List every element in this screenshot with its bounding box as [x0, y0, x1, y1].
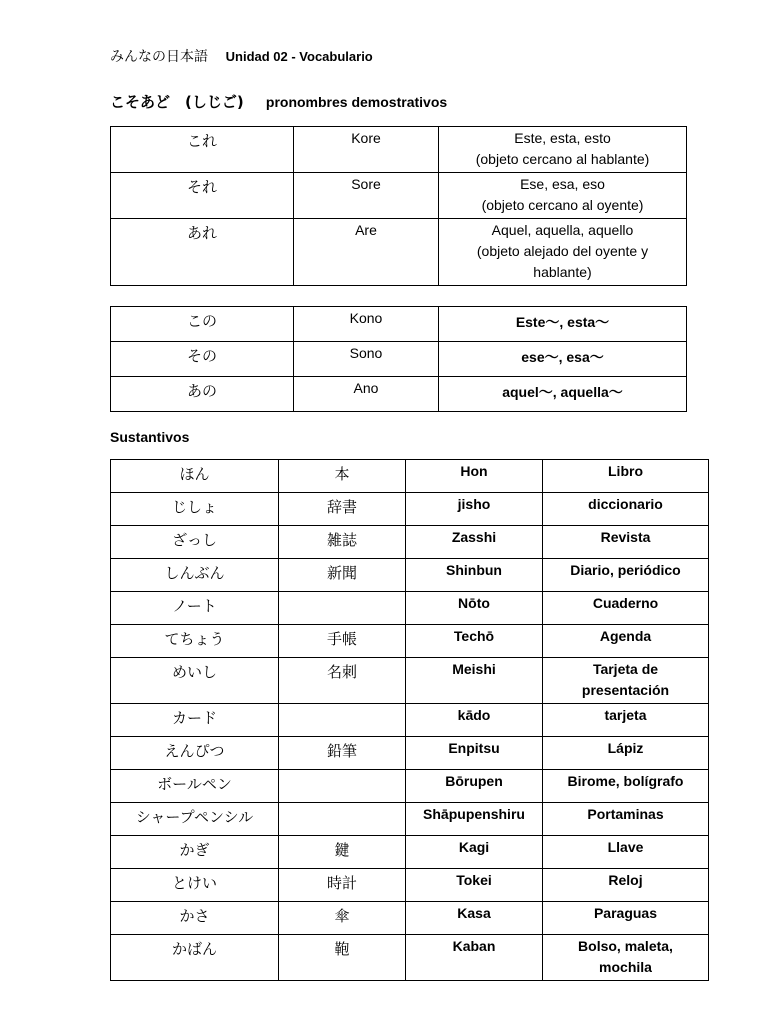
section-title-jp: こそあど (しじご)	[110, 93, 244, 111]
translation-cell	[543, 836, 709, 869]
translation-line: Portaminas	[587, 806, 664, 822]
translation-line: Lápiz	[607, 740, 644, 756]
table-row	[111, 493, 709, 526]
romaji-cell: jisho	[406, 493, 543, 526]
translation-cell: aquel〜, aquella〜	[439, 377, 687, 412]
translation-cell	[439, 173, 687, 219]
romaji-cell: Sono	[294, 342, 439, 377]
table-row	[111, 803, 709, 836]
kana-cell: ノート	[111, 592, 279, 625]
romaji-cell: Shāpupenshiru	[406, 803, 543, 836]
romaji-cell: Kaban	[406, 935, 543, 981]
kana-cell: シャープペンシル	[111, 803, 279, 836]
translation-cell	[543, 559, 709, 592]
table-row	[111, 526, 709, 559]
demonstrative-adjectives-table	[110, 306, 687, 412]
kana-cell: かばん	[111, 935, 279, 981]
kanji-cell	[279, 704, 406, 737]
kanji-cell: 鍵	[279, 836, 406, 869]
translation-line: Bolso, maleta,	[578, 938, 673, 954]
translation-cell	[543, 935, 709, 981]
translation-line: hablante)	[533, 264, 592, 280]
romaji-cell: Hon	[406, 460, 543, 493]
translation-line: Llave	[607, 839, 644, 855]
translation-line: Ese, esa, eso	[520, 176, 605, 192]
nouns-heading: Sustantivos	[110, 429, 190, 445]
translation-cell	[543, 526, 709, 559]
translation-cell	[439, 219, 687, 286]
kana-cell: その	[111, 342, 294, 377]
kana-cell: とけい	[111, 869, 279, 902]
table-row	[111, 559, 709, 592]
kanji-cell: 新聞	[279, 559, 406, 592]
translation-cell	[543, 737, 709, 770]
translation-line: Revista	[600, 529, 651, 545]
translation-line: Reloj	[608, 872, 643, 888]
table-row	[111, 836, 709, 869]
romaji-cell: Are	[294, 219, 439, 286]
romaji-cell: Meishi	[406, 658, 543, 704]
kana-cell: あの	[111, 377, 294, 412]
kanji-cell: 鉛筆	[279, 737, 406, 770]
translation-cell	[543, 493, 709, 526]
translation-line: Cuaderno	[592, 595, 659, 611]
translation-line: tarjeta	[604, 707, 647, 723]
kanji-cell: 鞄	[279, 935, 406, 981]
kana-cell: ほん	[111, 460, 279, 493]
translation-cell: ese〜, esa〜	[439, 342, 687, 377]
translation-cell	[543, 869, 709, 902]
table-row	[111, 307, 687, 342]
translation-cell	[543, 592, 709, 625]
kanji-cell: 傘	[279, 902, 406, 935]
translation-cell	[543, 625, 709, 658]
kana-cell: てちょう	[111, 625, 279, 658]
romaji-cell: Kono	[294, 307, 439, 342]
romaji-cell: Bōrupen	[406, 770, 543, 803]
kanji-cell: 本	[279, 460, 406, 493]
kanji-cell: 時計	[279, 869, 406, 902]
romaji-cell: Kasa	[406, 902, 543, 935]
translation-line: (objeto alejado del oyente y	[476, 243, 649, 259]
kana-cell: めいし	[111, 658, 279, 704]
translation-line: (objeto cercano al oyente)	[481, 197, 644, 213]
romaji-cell: Ano	[294, 377, 439, 412]
book-title: みんなの日本語	[110, 49, 208, 65]
kanji-cell: 手帳	[279, 625, 406, 658]
kana-cell: カード	[111, 704, 279, 737]
romaji-cell: Kagi	[406, 836, 543, 869]
table-row	[111, 935, 709, 981]
table-row	[111, 127, 687, 173]
table-row	[111, 173, 687, 219]
table-row	[111, 592, 709, 625]
translation-line: mochila	[599, 959, 652, 975]
translation-cell	[439, 127, 687, 173]
romaji-cell: Kore	[294, 127, 439, 173]
translation-line: (objeto cercano al hablante)	[475, 151, 650, 167]
table-row	[111, 625, 709, 658]
table-row	[111, 902, 709, 935]
romaji-cell: Nōto	[406, 592, 543, 625]
translation-line: Este, esta, esto	[514, 130, 611, 146]
romaji-cell: Tokei	[406, 869, 543, 902]
translation-cell	[543, 460, 709, 493]
kanji-cell: 雑誌	[279, 526, 406, 559]
translation-cell	[543, 902, 709, 935]
translation-line: Libro	[608, 463, 643, 479]
table-row	[111, 377, 687, 412]
kanji-cell	[279, 592, 406, 625]
kana-cell: じしょ	[111, 493, 279, 526]
translation-line: diccionario	[588, 496, 663, 512]
translation-cell	[543, 803, 709, 836]
section-title-demonstratives	[110, 91, 447, 112]
translation-line: Paraguas	[593, 905, 658, 921]
romaji-cell: Sore	[294, 173, 439, 219]
table-row	[111, 460, 709, 493]
romaji-cell: Shinbun	[406, 559, 543, 592]
kanji-cell	[279, 770, 406, 803]
kana-cell: えんぴつ	[111, 737, 279, 770]
kana-cell: かぎ	[111, 836, 279, 869]
kana-cell: あれ	[111, 219, 294, 286]
kana-cell: ざっし	[111, 526, 279, 559]
nouns-table-body	[111, 460, 709, 981]
translation-line: Tarjeta de	[592, 661, 659, 677]
table-row	[111, 658, 709, 704]
demonstrative-pronouns-table	[110, 126, 687, 286]
translation-line: Aquel, aquella, aquello	[491, 222, 634, 238]
unit-title: Unidad 02 - Vocabulario	[225, 49, 373, 64]
kanji-cell: 名刺	[279, 658, 406, 704]
kana-cell: それ	[111, 173, 294, 219]
romaji-cell: kādo	[406, 704, 543, 737]
table-row	[111, 342, 687, 377]
nouns-table	[110, 459, 709, 981]
table-row	[111, 219, 687, 286]
document-header	[110, 46, 373, 66]
kana-cell: かさ	[111, 902, 279, 935]
romaji-cell: Techō	[406, 625, 543, 658]
kana-cell: これ	[111, 127, 294, 173]
translation-cell	[543, 770, 709, 803]
translation-line: Birome, bolígrafo	[567, 773, 684, 789]
romaji-cell: Enpitsu	[406, 737, 543, 770]
translation-line: Agenda	[599, 628, 652, 644]
translation-cell	[543, 704, 709, 737]
translation-cell	[543, 658, 709, 704]
kana-cell: この	[111, 307, 294, 342]
romaji-cell: Zasshi	[406, 526, 543, 559]
translation-line: Diario, periódico	[570, 562, 681, 578]
translation-line: presentación	[581, 682, 670, 698]
kana-cell: ボールペン	[111, 770, 279, 803]
table-row	[111, 770, 709, 803]
table-row	[111, 737, 709, 770]
kanji-cell	[279, 803, 406, 836]
translation-cell: Este〜, esta〜	[439, 307, 687, 342]
kanji-cell: 辞書	[279, 493, 406, 526]
kana-cell: しんぶん	[111, 559, 279, 592]
table-row	[111, 869, 709, 902]
section-title-es: pronombres demostrativos	[265, 94, 448, 110]
table-row	[111, 704, 709, 737]
